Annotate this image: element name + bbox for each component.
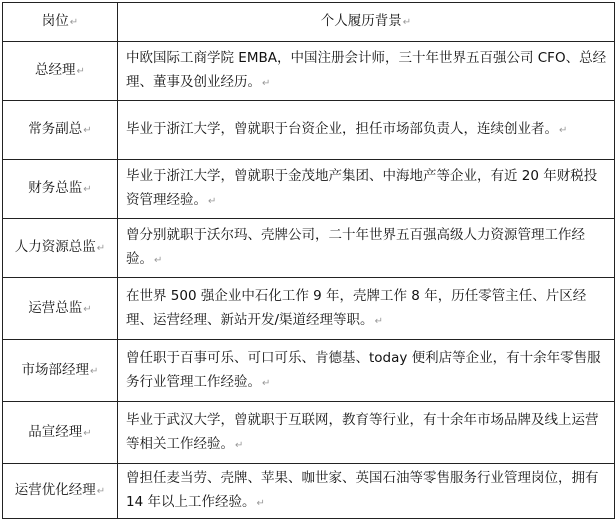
desc-cell: 毕业于武汉大学，曾就职于互联网，教育等行业，有十余年市场品牌及线上运营等相关工作经验。↵ <box>118 402 615 464</box>
table-row <box>3 42 615 101</box>
role-cell: 市场部经理↵ <box>3 340 118 402</box>
desc-cell: 毕业于浙江大学，曾就职于台资企业，担任市场部负责人，连续创业者。↵ <box>118 101 615 160</box>
role-cell: 品宣经理↵ <box>3 402 118 464</box>
role-cell: 总经理↵ <box>3 42 118 101</box>
desc-cell: 曾任职于百事可乐、可口可乐、肯德基、today 便利店等企业，有十余年零售服务行业管理工作经验。↵ <box>118 340 615 402</box>
role-cell: 财务总监↵ <box>3 160 118 219</box>
table-row <box>3 160 615 219</box>
table-header-row <box>3 3 615 42</box>
table-row <box>3 278 615 340</box>
role-cell: 常务副总↵ <box>3 101 118 160</box>
table-row <box>3 464 615 519</box>
table-row <box>3 101 615 160</box>
desc-cell: 曾分别就职于沃尔玛、壳牌公司，二十年世界五百强高级人力资源管理工作经验。↵ <box>118 219 615 278</box>
table-row <box>3 340 615 402</box>
desc-cell: 在世界 500 强企业中石化工作 9 年，壳牌工作 8 年，历任零管主任、片区经理、运营经理、新站开发/渠道经理等职。↵ <box>118 278 615 340</box>
profile-table <box>2 2 615 519</box>
header-background: 个人履历背景↵ <box>118 3 615 42</box>
role-cell: 运营优化经理↵ <box>3 464 118 519</box>
desc-cell: 毕业于浙江大学，曾就职于金茂地产集团、中海地产等企业，有近 20 年财税投资管理经验。↵ <box>118 160 615 219</box>
table-row <box>3 402 615 464</box>
desc-cell: 中欧国际工商学院 EMBA，中国注册会计师，三十年世界五百强公司 CFO、总经理、董事及创业经历。↵ <box>118 42 615 101</box>
table-row <box>3 219 615 278</box>
desc-cell: 曾担任麦当劳、壳牌、苹果、咖世家、英国石油等零售服务行业管理岗位，拥有 14 年以上工作经验。↵ <box>118 464 615 519</box>
header-role: 岗位↵ <box>3 3 118 42</box>
role-cell: 人力资源总监↵ <box>3 219 118 278</box>
role-cell: 运营总监↵ <box>3 278 118 340</box>
